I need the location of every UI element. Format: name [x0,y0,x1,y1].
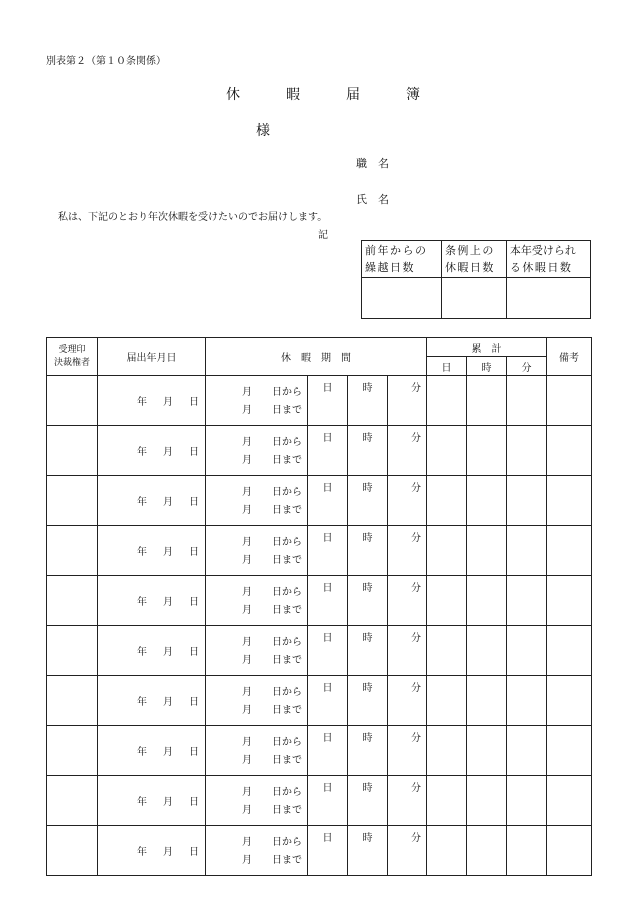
filing-date-cell[interactable] [98,826,206,876]
month-label: 月 [163,597,173,608]
month-label: 月 [163,847,173,858]
until-day-label: 日まで [272,654,302,666]
until-day-label: 日まで [272,804,302,816]
year-label: 年 [137,847,147,858]
cumulative-minutes-cell[interactable] [507,426,547,476]
period-minutes-cell[interactable]: 分 [388,726,427,776]
from-day-label: 日から [272,536,302,548]
cumulative-days-cell[interactable] [427,776,467,826]
statutory-days-value[interactable] [441,278,506,319]
leave-row [47,726,592,776]
period-hours-cell[interactable]: 時 [348,426,388,476]
year-label: 年 [137,497,147,508]
leave-period-cell[interactable] [206,376,308,426]
until-month-label: 月 [242,604,252,616]
remarks-cell[interactable] [547,576,592,626]
period-days-cell[interactable]: 日 [308,726,348,776]
leave-row [47,376,592,426]
leave-period-cell[interactable] [206,726,308,776]
until-month-label: 月 [242,804,252,816]
name-label: 氏 名 [356,193,389,206]
leave-row [47,426,592,476]
title-char-2: 暇 [286,87,300,103]
leave-period-header: 休 暇 期 間 [206,338,427,376]
until-month-label: 月 [242,854,252,866]
period-hours-cell[interactable]: 時 [348,576,388,626]
receipt-stamp-cell[interactable] [47,476,98,526]
from-month-label: 月 [242,486,252,498]
cumulative-minute-header: 分 [507,357,547,376]
period-minutes-cell[interactable]: 分 [388,476,427,526]
year-label: 年 [137,447,147,458]
cumulative-days-cell[interactable] [427,576,467,626]
cumulative-hours-cell[interactable] [467,626,507,676]
month-label: 月 [163,547,173,558]
carryover-days-value[interactable] [362,278,442,319]
period-hours-cell[interactable]: 時 [348,626,388,676]
period-minutes-cell[interactable]: 分 [388,776,427,826]
leave-summary-table [361,240,591,319]
period-days-cell[interactable]: 日 [308,376,348,426]
cumulative-days-cell[interactable] [427,726,467,776]
remarks-cell[interactable] [547,376,592,426]
receipt-stamp-cell[interactable] [47,576,98,626]
period-minutes-cell[interactable]: 分 [388,676,427,726]
from-month-label: 月 [242,536,252,548]
period-hours-cell[interactable]: 時 [348,726,388,776]
until-month-label: 月 [242,404,252,416]
period-hours-cell[interactable]: 時 [348,476,388,526]
cumulative-hours-cell[interactable] [467,526,507,576]
cumulative-hours-cell[interactable] [467,426,507,476]
cumulative-hours-cell[interactable] [467,376,507,426]
from-month-label: 月 [242,786,252,798]
leave-period-cell[interactable] [206,526,308,576]
year-label: 年 [137,697,147,708]
cumulative-minutes-cell[interactable] [507,826,547,876]
statement-text: 私は、下記のとおり年次休暇を受けたいのでお届けします。 [58,212,328,223]
until-day-label: 日まで [272,854,302,866]
cumulative-minutes-cell[interactable] [507,776,547,826]
year-label: 年 [137,397,147,408]
day-label: 日 [189,547,199,558]
title-char-3: 届 [346,87,360,103]
until-day-label: 日まで [272,704,302,716]
leave-record-table [46,337,592,876]
cumulative-header: 累 計 [427,338,547,357]
until-day-label: 日まで [272,554,302,566]
from-month-label: 月 [242,686,252,698]
leave-row [47,526,592,576]
period-days-cell[interactable]: 日 [308,526,348,576]
month-label: 月 [163,747,173,758]
remarks-cell[interactable] [547,426,592,476]
period-minutes-cell[interactable]: 分 [388,376,427,426]
statutory-days-header: 条例上の 休暇日数 [441,241,506,278]
leave-row [47,776,592,826]
day-label: 日 [189,597,199,608]
month-label: 月 [163,447,173,458]
cumulative-minutes-cell[interactable] [507,476,547,526]
receipt-stamp-cell[interactable] [47,376,98,426]
cumulative-days-cell[interactable] [427,526,467,576]
period-days-cell[interactable]: 日 [308,476,348,526]
remarks-cell[interactable] [547,776,592,826]
day-label: 日 [189,697,199,708]
receipt-stamp-cell[interactable] [47,826,98,876]
cumulative-hours-cell[interactable] [467,476,507,526]
day-label: 日 [189,747,199,758]
cumulative-minutes-cell[interactable] [507,626,547,676]
period-minutes-cell[interactable]: 分 [388,426,427,476]
cumulative-hours-cell[interactable] [467,676,507,726]
from-month-label: 月 [242,636,252,648]
until-month-label: 月 [242,704,252,716]
cumulative-minutes-cell[interactable] [507,376,547,426]
until-day-label: 日まで [272,504,302,516]
filing-date-cell[interactable] [98,776,206,826]
leave-period-cell[interactable] [206,576,308,626]
month-label: 月 [163,497,173,508]
position-label: 職 名 [356,157,389,170]
from-month-label: 月 [242,836,252,848]
receipt-stamp-cell[interactable] [47,776,98,826]
from-month-label: 月 [242,586,252,598]
period-days-cell[interactable]: 日 [308,676,348,726]
period-days-cell[interactable]: 日 [308,776,348,826]
ki-heading: 記 [318,230,328,241]
remarks-cell[interactable] [547,676,592,726]
from-day-label: 日から [272,386,302,398]
remarks-header: 備考 [547,338,592,376]
remarks-cell[interactable] [547,826,592,876]
from-month-label: 月 [242,736,252,748]
leave-period-cell[interactable] [206,476,308,526]
cumulative-hours-cell[interactable] [467,726,507,776]
addressee-suffix: 様 [256,123,270,139]
remarks-cell[interactable] [547,526,592,576]
leave-row [47,576,592,626]
period-minutes-cell[interactable]: 分 [388,576,427,626]
receipt-header: 受理印 決裁権者 [47,338,98,376]
leave-period-cell[interactable] [206,626,308,676]
period-days-cell[interactable]: 日 [308,826,348,876]
from-month-label: 月 [242,386,252,398]
cumulative-day-header: 日 [427,357,467,376]
cumulative-hours-cell[interactable] [467,576,507,626]
cumulative-hours-cell[interactable] [467,826,507,876]
remarks-cell[interactable] [547,626,592,676]
period-hours-cell[interactable]: 時 [348,676,388,726]
until-month-label: 月 [242,654,252,666]
period-hours-cell[interactable]: 時 [348,376,388,426]
filing-date-cell[interactable] [98,626,206,676]
from-day-label: 日から [272,486,302,498]
cumulative-minutes-cell[interactable] [507,576,547,626]
until-month-label: 月 [242,504,252,516]
until-day-label: 日まで [272,404,302,416]
title-char-4: 簿 [406,87,420,103]
from-month-label: 月 [242,436,252,448]
cumulative-hour-header: 時 [467,357,507,376]
month-label: 月 [163,797,173,808]
cumulative-hours-cell[interactable] [467,776,507,826]
until-month-label: 月 [242,554,252,566]
filing-date-header: 届出年月日 [98,338,206,376]
year-label: 年 [137,797,147,808]
filing-date-cell[interactable] [98,576,206,626]
carryover-days-header: 前年からの 繰越日数 [362,241,442,278]
leave-row [47,476,592,526]
cumulative-minutes-cell[interactable] [507,726,547,776]
from-day-label: 日から [272,436,302,448]
cumulative-days-cell[interactable] [427,676,467,726]
filing-date-cell[interactable] [98,676,206,726]
period-hours-cell[interactable]: 時 [348,776,388,826]
filing-date-cell[interactable] [98,526,206,576]
period-minutes-cell[interactable]: 分 [388,526,427,576]
cumulative-days-cell[interactable] [427,376,467,426]
receipt-stamp-cell[interactable] [47,676,98,726]
filing-date-cell[interactable] [98,726,206,776]
period-minutes-cell[interactable]: 分 [388,626,427,676]
from-day-label: 日から [272,686,302,698]
year-label: 年 [137,747,147,758]
cumulative-minutes-cell[interactable] [507,676,547,726]
cumulative-minutes-cell[interactable] [507,526,547,576]
form-reference: 別表第２（第１０条関係） [46,56,166,67]
day-label: 日 [189,497,199,508]
period-minutes-cell[interactable]: 分 [388,826,427,876]
cumulative-days-cell[interactable] [427,626,467,676]
remarks-cell[interactable] [547,476,592,526]
title-char-1: 休 [226,87,240,103]
month-label: 月 [163,697,173,708]
filing-date-cell[interactable] [98,476,206,526]
day-label: 日 [189,847,199,858]
leave-period-cell[interactable] [206,826,308,876]
cumulative-days-cell[interactable] [427,426,467,476]
year-label: 年 [137,647,147,658]
filing-date-cell[interactable] [98,426,206,476]
receipt-stamp-cell[interactable] [47,526,98,576]
period-days-cell[interactable]: 日 [308,576,348,626]
period-days-cell[interactable]: 日 [308,626,348,676]
day-label: 日 [189,797,199,808]
until-month-label: 月 [242,454,252,466]
receipt-stamp-cell[interactable] [47,426,98,476]
day-label: 日 [189,397,199,408]
period-hours-cell[interactable]: 時 [348,526,388,576]
from-day-label: 日から [272,586,302,598]
from-day-label: 日から [272,836,302,848]
leave-row [47,676,592,726]
month-label: 月 [163,647,173,658]
from-day-label: 日から [272,636,302,648]
period-days-cell[interactable]: 日 [308,426,348,476]
period-hours-cell[interactable]: 時 [348,826,388,876]
until-day-label: 日まで [272,454,302,466]
receipt-stamp-cell[interactable] [47,726,98,776]
available-days-header: 本年受けられ る休暇日数 [506,241,590,278]
until-day-label: 日まで [272,754,302,766]
from-day-label: 日から [272,786,302,798]
until-day-label: 日まで [272,604,302,616]
leave-row [47,826,592,876]
leave-period-cell[interactable] [206,676,308,726]
day-label: 日 [189,647,199,658]
receipt-stamp-cell[interactable] [47,626,98,676]
until-month-label: 月 [242,754,252,766]
cumulative-days-cell[interactable] [427,476,467,526]
month-label: 月 [163,397,173,408]
filing-date-cell[interactable] [98,376,206,426]
cumulative-days-cell[interactable] [427,826,467,876]
leave-period-cell[interactable] [206,776,308,826]
leave-row [47,626,592,676]
available-days-value[interactable] [506,278,590,319]
day-label: 日 [189,447,199,458]
year-label: 年 [137,597,147,608]
leave-period-cell[interactable] [206,426,308,476]
year-label: 年 [137,547,147,558]
from-day-label: 日から [272,736,302,748]
remarks-cell[interactable] [547,726,592,776]
